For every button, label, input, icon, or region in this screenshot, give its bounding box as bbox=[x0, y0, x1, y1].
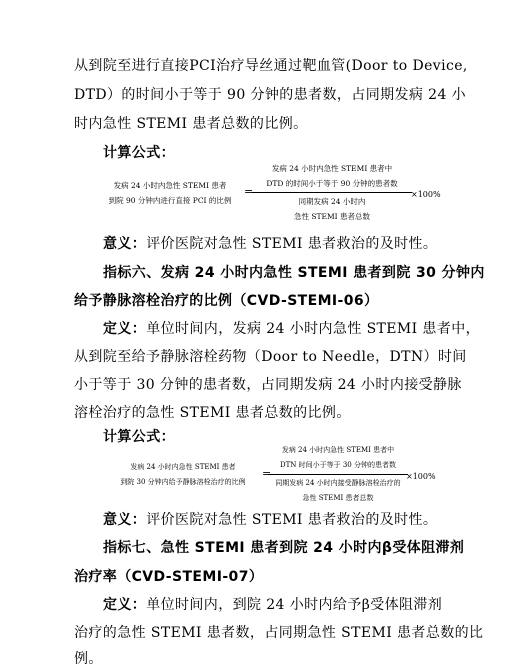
formula-fraction bbox=[268, 443, 408, 506]
text-line: 小于等于 30 分钟的患者数，占同期发病 24 小时内接受静脉 bbox=[74, 377, 462, 393]
meaning-text: 评价医院对急性 STEMI 患者救治的及时性。 bbox=[146, 236, 438, 252]
equals-sign: = bbox=[244, 185, 254, 198]
denominator-line: 同期发病 24 小时内 bbox=[298, 197, 366, 206]
definition-text: 单位时间内，发病 24 小时内急性 STEMI 患者中， bbox=[146, 321, 481, 337]
numerator-line: 发病 24 小时内急性 STEMI 患者中 bbox=[281, 446, 395, 454]
formula-heading: 计算公式： bbox=[103, 145, 175, 161]
formula-lhs-line: 发病 24 小时内急性 STEMI 患者 bbox=[113, 181, 227, 190]
formula-lhs-line: 发病 24 小时内急性 STEMI 患者 bbox=[130, 463, 236, 471]
denominator-line: 急性 STEMI 患者总数 bbox=[302, 494, 374, 502]
numerator-line: DTD 的时间小于等于 90 分钟的患者数 bbox=[266, 179, 398, 188]
section-heading: 给予静脉溶栓治疗的比例（CVD-STEMI-06） bbox=[74, 293, 379, 309]
numerator-line: DTN 时间小于等于 30 分钟的患者数 bbox=[280, 461, 396, 469]
numerator-line: 发病 24 小时内急性 STEMI 患者中 bbox=[271, 164, 393, 173]
formula-lhs-line: 到院 90 分钟内进行直接 PCI 的比例 bbox=[108, 196, 232, 205]
definition-text: 单位时间内，到院 24 小时内给予β受体阻滞剂 bbox=[146, 597, 443, 613]
meaning-label: 意义： bbox=[103, 512, 147, 528]
text-line: DTD）的时间小于等于 90 分钟的患者数，占同期发病 24 小 bbox=[74, 87, 467, 103]
multiplier: ×100% bbox=[411, 190, 441, 199]
denominator-line: 急性 STEMI 患者总数 bbox=[293, 212, 371, 221]
meaning-label: 意义： bbox=[103, 236, 147, 252]
definition-label: 定义： bbox=[103, 321, 147, 337]
text-line: 治疗的急性 STEMI 患者数，占同期急性 STEMI 患者总数的比 bbox=[74, 625, 484, 641]
text-line: 溶栓治疗的急性 STEMI 患者总数的比例。 bbox=[74, 405, 351, 421]
multiplier: ×100% bbox=[406, 472, 436, 481]
section-heading: 治疗率（CVD-STEMI-07） bbox=[74, 569, 264, 585]
definition-paragraph bbox=[103, 594, 475, 614]
meaning-text: 评价医院对急性 STEMI 患者救治的及时性。 bbox=[146, 512, 438, 528]
section-heading: 指标七、急性 STEMI 患者到院 24 小时内β受体阻滞剂 bbox=[103, 540, 465, 556]
definition-label: 定义： bbox=[103, 597, 147, 613]
formula-lhs bbox=[103, 460, 263, 490]
text-line: 时内急性 STEMI 患者总数的比例。 bbox=[74, 116, 308, 132]
fraction-bar bbox=[268, 474, 408, 475]
text-line: 从到院至进行直接PCI治疗导丝通过靶血管(Door to Device, bbox=[74, 58, 468, 74]
denominator-line: 同期发病 24 小时内接受静脉溶栓治疗的 bbox=[275, 479, 401, 487]
meaning-paragraph bbox=[103, 509, 475, 529]
formula-lhs-line: 到院 30 分钟内给予静脉溶栓治疗的比例 bbox=[120, 478, 246, 486]
text-line: 从到院至给予静脉溶栓药物（Door to Needle，DTN）时间 bbox=[74, 349, 467, 365]
text-line: 例。 bbox=[74, 651, 103, 667]
formula-heading: 计算公式： bbox=[103, 429, 175, 445]
equals-sign: = bbox=[262, 467, 272, 480]
section-heading: 指标六、发病 24 小时内急性 STEMI 患者到院 30 分钟内 bbox=[103, 265, 485, 281]
